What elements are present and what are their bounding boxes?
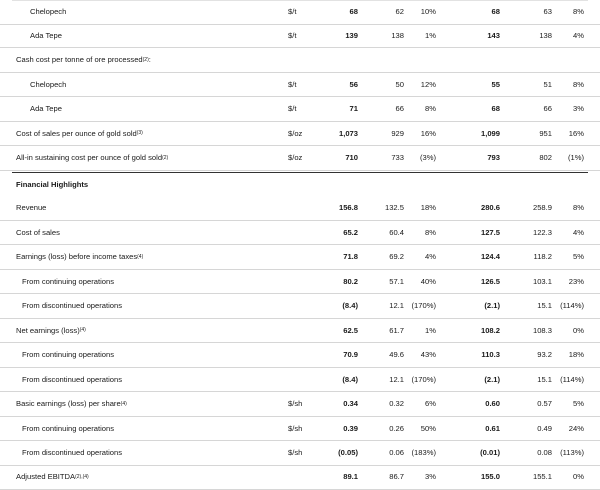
row-label [30,73,290,97]
value-cell [552,172,584,197]
value-cell: 0.26 [389,423,404,433]
value-cell [512,172,552,197]
value-cell: 132.5 [384,203,404,213]
row-label-text: All-in sustaining cost per ounce of gold sold [16,153,163,163]
row-label-text: Earnings (loss) before income taxes [16,252,138,262]
value-cell: 8% [573,203,584,213]
value-cell [404,172,436,197]
unit-cell [288,343,320,367]
value-cell: 733 [391,153,404,163]
row-label [22,294,282,318]
value-cell: 63 [543,7,552,17]
row-label [22,270,282,294]
value-cell: 62 [395,7,404,17]
row-label: Adjusted EBITDA (2),(4) [16,472,89,482]
value-cell: 66 [395,104,404,114]
value-cell: 57.1 [389,276,404,286]
value-cell: 68 [349,7,358,17]
row-label: Cash cost per tonne of ore processed (2) : [16,55,151,65]
value-cell: 155.0 [480,472,500,482]
value-cell: 8% [425,104,436,114]
value-cell: 118.2 [533,252,552,262]
value-cell: 0.60 [485,399,500,409]
value-cell: 0.08 [537,448,552,458]
unit-cell [288,245,320,269]
value-cell [318,172,358,197]
value-cell: 4% [573,30,584,40]
value-cell: (113%) [560,448,584,458]
row-label: Net earnings (loss) (4) [16,325,86,335]
row-label: Earnings (loss) before income taxes (4) [16,252,144,262]
value-cell: (3%) [419,153,436,163]
value-cell: 60.4 [389,227,404,237]
table-row [0,245,600,270]
value-cell: 43% [420,350,436,360]
value-cell: 124.4 [480,252,500,262]
row-label-text: Revenue [16,203,47,213]
row-label-text: Basic earnings (loss) per share [16,399,121,409]
value-cell: 12.1 [389,374,404,384]
value-cell: (2.1) [484,301,500,311]
row-label-text: From continuing operations [22,276,115,286]
value-cell [456,172,500,197]
value-cell: 280.6 [480,203,500,213]
unit-cell [288,319,320,343]
value-cell: 68 [491,104,500,114]
value-cell: 56 [349,79,358,89]
value-cell: 0.39 [343,423,358,433]
row-label [22,441,282,465]
value-cell: 55 [491,79,500,89]
table-row [0,392,600,417]
value-cell: 86.7 [389,472,404,482]
unit-cell: $/t [288,104,297,114]
value-cell: 1% [425,30,436,40]
table-row [0,48,600,73]
value-cell: 4% [425,252,436,262]
value-cell: 71 [349,104,358,114]
row-label [22,417,282,441]
table-row [0,73,600,98]
value-cell: 51 [543,79,552,89]
unit-cell [288,270,320,294]
table-row [0,196,600,221]
value-cell [512,48,552,72]
value-cell: 802 [539,153,552,163]
value-cell: 103.1 [532,276,552,286]
value-cell [318,48,358,72]
value-cell: 0% [573,472,584,482]
row-label-text: Ada Tepe [30,30,62,40]
row-label [16,172,276,197]
value-cell: (170%) [411,301,436,311]
table-row [0,24,600,49]
table-row [0,343,600,368]
value-cell: 126.5 [480,276,500,286]
value-cell [368,48,404,72]
table-row [0,441,600,466]
value-cell: 3% [425,472,436,482]
value-cell: 108.2 [480,325,500,335]
value-cell: 1,073 [338,128,358,138]
row-label-text: Ada Tepe [30,104,62,114]
value-cell: (114%) [560,301,584,311]
value-cell: 110.3 [481,350,500,360]
unit-cell: $/oz [288,128,303,138]
table-row [0,417,600,442]
value-cell [552,48,584,72]
value-cell: 127.5 [480,227,500,237]
value-cell: 5% [573,399,584,409]
label-suffix: : [148,55,151,65]
value-cell: 69.2 [389,252,404,262]
value-cell: (8.4) [342,301,358,311]
value-cell: 143 [487,30,500,40]
value-cell: 6% [425,399,436,409]
row-label [30,0,290,24]
value-cell: 1,099 [480,128,500,138]
unit-cell: $/t [288,7,297,17]
value-cell: 138 [539,30,552,40]
unit-cell [288,465,320,489]
value-cell: 16% [568,128,584,138]
value-cell [456,48,500,72]
value-cell: 156.8 [338,203,358,213]
value-cell: (114%) [560,374,584,384]
value-cell: 40% [420,276,436,286]
unit-cell [288,172,320,197]
value-cell: 155.1 [532,472,552,482]
value-cell [368,172,404,197]
value-cell: (0.01) [480,448,500,458]
value-cell: 951 [539,128,552,138]
table-row [0,465,600,490]
row-label-text: From discontinued operations [22,448,123,458]
value-cell: 61.7 [389,325,404,335]
table-row [0,368,600,393]
table-row [0,319,600,344]
value-cell: 15.1 [537,301,552,311]
value-cell: 80.2 [343,276,358,286]
value-cell: 18% [420,203,436,213]
row-label-text: Cost of sales per ounce of gold sold [16,128,137,138]
value-cell: 89.1 [343,472,358,482]
value-cell: 68 [491,7,500,17]
row-label-text: Chelopech [30,79,67,89]
value-cell: 50 [395,79,404,89]
table-row [0,270,600,295]
row-label: Basic earnings (loss) per share (4) [16,399,127,409]
value-cell: 10% [420,7,436,17]
value-cell: 122.3 [532,227,552,237]
value-cell: 62.5 [343,325,358,335]
value-cell: 0.06 [389,448,404,458]
value-cell: 49.6 [389,350,404,360]
row-label-text: From continuing operations [22,423,115,433]
value-cell: 71.8 [343,252,358,262]
unit-cell: $/oz [288,153,303,163]
unit-cell [288,48,320,72]
value-cell: 139 [345,30,358,40]
unit-cell [288,221,320,245]
value-cell: 8% [425,227,436,237]
row-label [22,368,282,392]
row-label [30,97,290,121]
value-cell: 16% [420,128,436,138]
value-cell: 12.1 [389,301,404,311]
unit-cell: $/sh [288,423,303,433]
value-cell: 0.61 [485,423,500,433]
value-cell: (183%) [411,448,436,458]
value-cell: 15.1 [537,374,552,384]
unit-cell: $/sh [288,448,303,458]
row-label-text: Chelopech [30,7,67,17]
row-label-text: Net earnings (loss) [16,325,80,335]
value-cell: (170%) [411,374,436,384]
value-cell: 1% [425,325,436,335]
table-row [0,146,600,171]
value-cell: 93.2 [537,350,552,360]
value-cell: (1%) [567,153,584,163]
value-cell: 0.49 [537,423,552,433]
value-cell: (8.4) [342,374,358,384]
value-cell: 8% [573,7,584,17]
value-cell: 3% [573,104,584,114]
unit-cell: $/t [288,79,297,89]
value-cell: 258.9 [532,203,552,213]
value-cell: 66 [543,104,552,114]
value-cell: 0.32 [389,399,404,409]
value-cell: 710 [345,153,358,163]
table-row [0,122,600,147]
value-cell: 12% [420,79,436,89]
value-cell: 0% [573,325,584,335]
row-label: Cost of sales per ounce of gold sold (3) [16,128,143,138]
unit-cell [288,196,320,220]
table-row [0,294,600,319]
row-label-text: Cash cost per tonne of ore processed [16,55,143,65]
table-row [0,0,600,25]
row-label [22,343,282,367]
value-cell: (0.05) [338,448,358,458]
value-cell: 70.9 [343,350,358,360]
table-row [0,221,600,246]
row-label [30,24,290,48]
row-label: All-in sustaining cost per ounce of gold sold (2) [16,153,169,163]
value-cell: 793 [487,153,500,163]
value-cell: 24% [568,423,584,433]
unit-cell: $/sh [288,399,303,409]
row-label-text: Adjusted EBITDA [16,472,76,482]
unit-cell [288,294,320,318]
row-label-text: From discontinued operations [22,374,123,384]
unit-cell: $/t [288,30,297,40]
row-label-text: Cost of sales [16,227,60,237]
value-cell: 65.2 [343,227,358,237]
value-cell: 5% [573,252,584,262]
value-cell: 138 [391,30,404,40]
value-cell: 4% [573,227,584,237]
value-cell: 8% [573,79,584,89]
value-cell: 0.34 [343,399,358,409]
row-label-text: Financial Highlights [16,179,89,189]
row-label [16,221,276,245]
value-cell: 929 [391,128,404,138]
value-cell: 50% [420,423,436,433]
value-cell: 108.3 [532,325,552,335]
unit-cell [288,368,320,392]
table-row [0,97,600,122]
value-cell [404,48,436,72]
row-label-text: From discontinued operations [22,301,123,311]
row-label-text: From continuing operations [22,350,115,360]
value-cell: (2.1) [484,374,500,384]
value-cell: 0.57 [537,399,552,409]
value-cell: 18% [568,350,584,360]
value-cell: 23% [568,276,584,286]
table-row [0,172,600,197]
row-label [16,196,276,220]
